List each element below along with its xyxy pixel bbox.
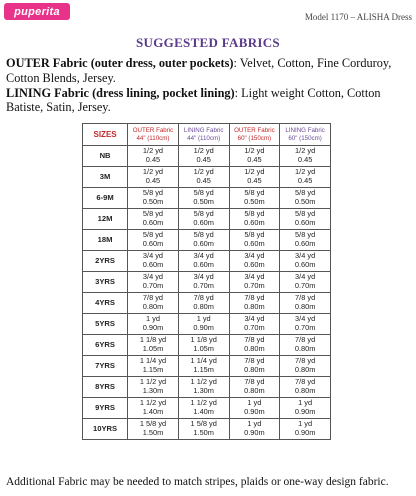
outer-fabric-text: : Velvet, Cotton, Fine Corduroy, Cotton Blends, Jersey. (6, 56, 392, 85)
yardage-cell (128, 209, 179, 230)
table-row (83, 146, 331, 167)
table-row (83, 356, 331, 377)
yards-value: 7/8 yd (244, 335, 265, 345)
yards-value: 1 1/2 yd (139, 377, 167, 387)
yardage-table (82, 123, 331, 440)
table-header-cell: OUTER Fabric 44" (110cm) (128, 124, 179, 146)
yards-value: 7/8 yd (295, 377, 316, 387)
yards-value: 1 1/2 yd (190, 377, 217, 387)
meters-value: 0.60m (142, 218, 164, 227)
yardage-cell (280, 167, 331, 188)
size-cell: 6YRS (83, 335, 128, 356)
yardage-cell (280, 398, 331, 419)
meters-value: 1.50m (193, 428, 214, 437)
meters-value: 0.50m (294, 197, 316, 206)
yardage-cell (280, 335, 331, 356)
meters-value: 0.80m (294, 386, 316, 395)
yardage-cell (280, 356, 331, 377)
table-row (83, 377, 331, 398)
yards-value: 5/8 yd (193, 188, 214, 198)
yards-value: 5/8 yd (244, 188, 265, 198)
meters-value: 0.80m (142, 302, 164, 311)
meters-value: 0.45 (247, 155, 262, 164)
yardage-cell (229, 272, 280, 293)
meters-value: 0.60m (193, 239, 214, 248)
meters-value: 0.70m (193, 281, 214, 290)
yardage-cell (280, 209, 331, 230)
meters-value: 0.60m (244, 260, 265, 269)
size-cell: 9YRS (83, 398, 128, 419)
size-cell: 5YRS (83, 314, 128, 335)
yardage-cell (128, 314, 179, 335)
table-body (83, 146, 331, 440)
yards-value: 5/8 yd (295, 230, 316, 240)
yards-value: 1 yd (298, 398, 313, 408)
meters-value: 0.80m (244, 344, 265, 353)
fabric-description (6, 56, 410, 115)
yardage-cell (178, 314, 229, 335)
size-cell: 7YRS (83, 356, 128, 377)
meters-value: 0.45 (297, 176, 313, 185)
yardage-cell (178, 398, 229, 419)
yardage-cell (229, 209, 280, 230)
yards-value: 7/8 yd (244, 356, 265, 366)
yards-value: 7/8 yd (244, 293, 265, 303)
yards-value: 1/2 yd (244, 146, 265, 156)
yards-value: 1 yd (298, 419, 313, 429)
yards-value: 3/4 yd (295, 314, 316, 324)
yards-value: 1 1/2 yd (190, 398, 217, 408)
meters-value: 0.80m (244, 386, 265, 395)
meters-value: 0.50m (142, 197, 164, 206)
meters-value: 1.05m (193, 344, 214, 353)
yards-value: 5/8 yd (142, 209, 164, 219)
yards-value: 3/4 yd (193, 251, 214, 261)
yards-value: 1/2 yd (142, 146, 164, 156)
meters-value: 0.45 (196, 155, 211, 164)
yardage-cell (178, 209, 229, 230)
yards-value: 7/8 yd (295, 356, 316, 366)
yards-value: 7/8 yd (295, 335, 316, 345)
yardage-cell (128, 293, 179, 314)
meters-value: 1.40m (193, 407, 214, 416)
meters-value: 0.60m (244, 239, 265, 248)
meters-value: 0.60m (193, 260, 214, 269)
yardage-cell (280, 146, 331, 167)
meters-value: 1.05m (142, 344, 164, 353)
table-row (83, 167, 331, 188)
yardage-cell (229, 188, 280, 209)
yards-value: 3/4 yd (142, 251, 164, 261)
yardage-cell (128, 356, 179, 377)
yards-value: 5/8 yd (295, 188, 316, 198)
yardage-cell (128, 335, 179, 356)
yards-value: 1/2 yd (295, 167, 316, 177)
yards-value: 5/8 yd (244, 230, 265, 240)
meters-value: 1.15m (193, 365, 214, 374)
meters-value: 0.60m (142, 239, 164, 248)
yardage-cell (178, 251, 229, 272)
yards-value: 3/4 yd (244, 272, 265, 282)
yardage-cell (178, 419, 229, 440)
yardage-cell (178, 335, 229, 356)
yards-value: 7/8 yd (193, 293, 214, 303)
outer-fabric-label: OUTER Fabric (outer dress, outer pockets) (6, 56, 234, 70)
size-cell: 4YRS (83, 293, 128, 314)
meters-value: 0.90m (244, 407, 265, 416)
yardage-cell (128, 272, 179, 293)
yards-value: 1 5/8 yd (139, 419, 167, 429)
yardage-cell (280, 188, 331, 209)
yards-value: 3/4 yd (295, 251, 316, 261)
table-row (83, 251, 331, 272)
yardage-cell (280, 272, 331, 293)
meters-value: 0.70m (142, 281, 164, 290)
yardage-cell (280, 230, 331, 251)
yards-value: 1 1/8 yd (190, 335, 217, 345)
yardage-cell (229, 293, 280, 314)
meters-value: 0.60m (193, 218, 214, 227)
size-cell: 18M (83, 230, 128, 251)
meters-value: 0.80m (294, 344, 316, 353)
table-header-cell: SIZES (83, 124, 128, 146)
yards-value: 1 yd (196, 314, 211, 324)
meters-value: 0.90m (294, 428, 316, 437)
yardage-cell (229, 356, 280, 377)
yards-value: 7/8 yd (244, 377, 265, 387)
yards-value: 1/2 yd (193, 146, 214, 156)
yards-value: 1/2 yd (244, 167, 265, 177)
meters-value: 0.45 (247, 176, 262, 185)
outer-fabric-paragraph (6, 56, 410, 86)
yards-value: 5/8 yd (142, 188, 164, 198)
yards-value: 7/8 yd (142, 293, 164, 303)
yardage-cell (178, 188, 229, 209)
yardage-cell (280, 314, 331, 335)
table-header-cell: LINING Fabric 44" (110cm) (178, 124, 229, 146)
yards-value: 1 yd (247, 398, 262, 408)
meters-value: 1.40m (142, 407, 164, 416)
size-cell: 3YRS (83, 272, 128, 293)
table-row (83, 335, 331, 356)
yardage-cell (178, 272, 229, 293)
size-cell: 10YRS (83, 419, 128, 440)
yards-value: 1 1/4 yd (190, 356, 217, 366)
size-cell: NB (83, 146, 128, 167)
size-cell: 3M (83, 167, 128, 188)
table-row (83, 230, 331, 251)
yards-value: 1 1/8 yd (139, 335, 167, 345)
meters-value: 0.80m (193, 302, 214, 311)
yards-value: 5/8 yd (142, 230, 164, 240)
table-row (83, 314, 331, 335)
meters-value: 0.80m (244, 302, 265, 311)
yards-value: 1 5/8 yd (190, 419, 217, 429)
yardage-cell (128, 146, 179, 167)
yardage-cell (128, 230, 179, 251)
yards-value: 3/4 yd (244, 251, 265, 261)
yards-value: 7/8 yd (295, 293, 316, 303)
lining-fabric-text: : Light weight Cotton, Cotton Batiste, Satin, Jersey. (6, 85, 381, 115)
yards-value: 3/4 yd (244, 314, 265, 324)
yards-value: 1/2 yd (193, 167, 214, 177)
yards-value: 1 1/4 yd (139, 356, 167, 366)
yardage-cell (280, 377, 331, 398)
yardage-cell (128, 251, 179, 272)
yards-value: 1 1/2 yd (139, 398, 167, 408)
meters-value: 0.45 (145, 176, 161, 185)
yardage-cell (128, 419, 179, 440)
yardage-cell (229, 251, 280, 272)
lining-fabric-paragraph (6, 86, 410, 116)
meters-value: 0.80m (244, 365, 265, 374)
yardage-cell (229, 230, 280, 251)
yards-value: 3/4 yd (193, 272, 214, 282)
table-row (83, 293, 331, 314)
table-header-cell: OUTER Fabric 60" (150cm) (229, 124, 280, 146)
meters-value: 0.90m (244, 428, 265, 437)
model-caption: Model 1170 – ALISHA Dress (304, 12, 412, 22)
table-row (83, 398, 331, 419)
meters-value: 0.60m (294, 239, 316, 248)
yardage-cell (229, 335, 280, 356)
yardage-cell (128, 188, 179, 209)
table-row (83, 419, 331, 440)
meters-value: 0.45 (196, 176, 211, 185)
yardage-cell (229, 314, 280, 335)
yardage-cell (229, 167, 280, 188)
yards-value: 3/4 yd (295, 272, 316, 282)
yardage-cell (178, 146, 229, 167)
yards-value: 1 yd (145, 314, 160, 324)
yards-value: 1/2 yd (295, 146, 316, 156)
yards-value: 1/2 yd (142, 167, 164, 177)
meters-value: 0.60m (142, 260, 164, 269)
yardage-cell (229, 377, 280, 398)
page-title: SUGGESTED FABRICS (136, 35, 280, 50)
meters-value: 0.45 (297, 155, 313, 164)
meters-value: 0.50m (244, 197, 265, 206)
meters-value: 0.90m (294, 407, 316, 416)
yardage-cell (178, 293, 229, 314)
table-header-row (83, 124, 331, 146)
yardage-cell (178, 167, 229, 188)
meters-value: 0.70m (244, 323, 265, 332)
yards-value: 3/4 yd (142, 272, 164, 282)
yardage-cell (280, 251, 331, 272)
yardage-cell (280, 419, 331, 440)
yardage-cell (128, 377, 179, 398)
meters-value: 0.70m (294, 281, 316, 290)
yards-value: 5/8 yd (244, 209, 265, 219)
yardage-cell (229, 419, 280, 440)
size-cell: 2YRS (83, 251, 128, 272)
table-row (83, 188, 331, 209)
table-row (83, 272, 331, 293)
yards-value: 5/8 yd (295, 209, 316, 219)
size-cell: 8YRS (83, 377, 128, 398)
yardage-cell (128, 398, 179, 419)
size-cell: 6-9M (83, 188, 128, 209)
meters-value: 0.50m (193, 197, 214, 206)
table-row (83, 209, 331, 230)
yardage-cell (178, 356, 229, 377)
meters-value: 1.30m (142, 386, 164, 395)
meters-value: 0.60m (294, 218, 316, 227)
footer-note: Additional Fabric may be needed to match stripes, plaids or one-way design fabric. (6, 476, 389, 488)
yardage-cell (229, 398, 280, 419)
yardage-cell (128, 167, 179, 188)
meters-value: 0.60m (294, 260, 316, 269)
yardage-cell (178, 230, 229, 251)
table-header-cell: LINING Fabric 60" (150cm) (280, 124, 331, 146)
brand-logo: puperita (4, 3, 70, 20)
meters-value: 0.60m (244, 218, 265, 227)
yardage-cell (280, 293, 331, 314)
meters-value: 1.50m (142, 428, 164, 437)
meters-value: 0.70m (244, 281, 265, 290)
yardage-cell (178, 377, 229, 398)
meters-value: 0.80m (294, 365, 316, 374)
lining-fabric-label: LINING Fabric (dress lining, pocket lining) (6, 85, 235, 100)
yards-value: 5/8 yd (193, 230, 214, 240)
yardage-cell (229, 146, 280, 167)
meters-value: 1.15m (142, 365, 164, 374)
meters-value: 0.90m (193, 323, 214, 332)
yardage-table-container (82, 123, 331, 440)
meters-value: 0.90m (142, 323, 164, 332)
yards-value: 5/8 yd (193, 209, 214, 219)
size-cell: 12M (83, 209, 128, 230)
meters-value: 0.45 (145, 155, 161, 164)
yards-value: 1 yd (247, 419, 262, 429)
meters-value: 0.70m (294, 323, 316, 332)
meters-value: 1.30m (193, 386, 214, 395)
meters-value: 0.80m (294, 302, 316, 311)
